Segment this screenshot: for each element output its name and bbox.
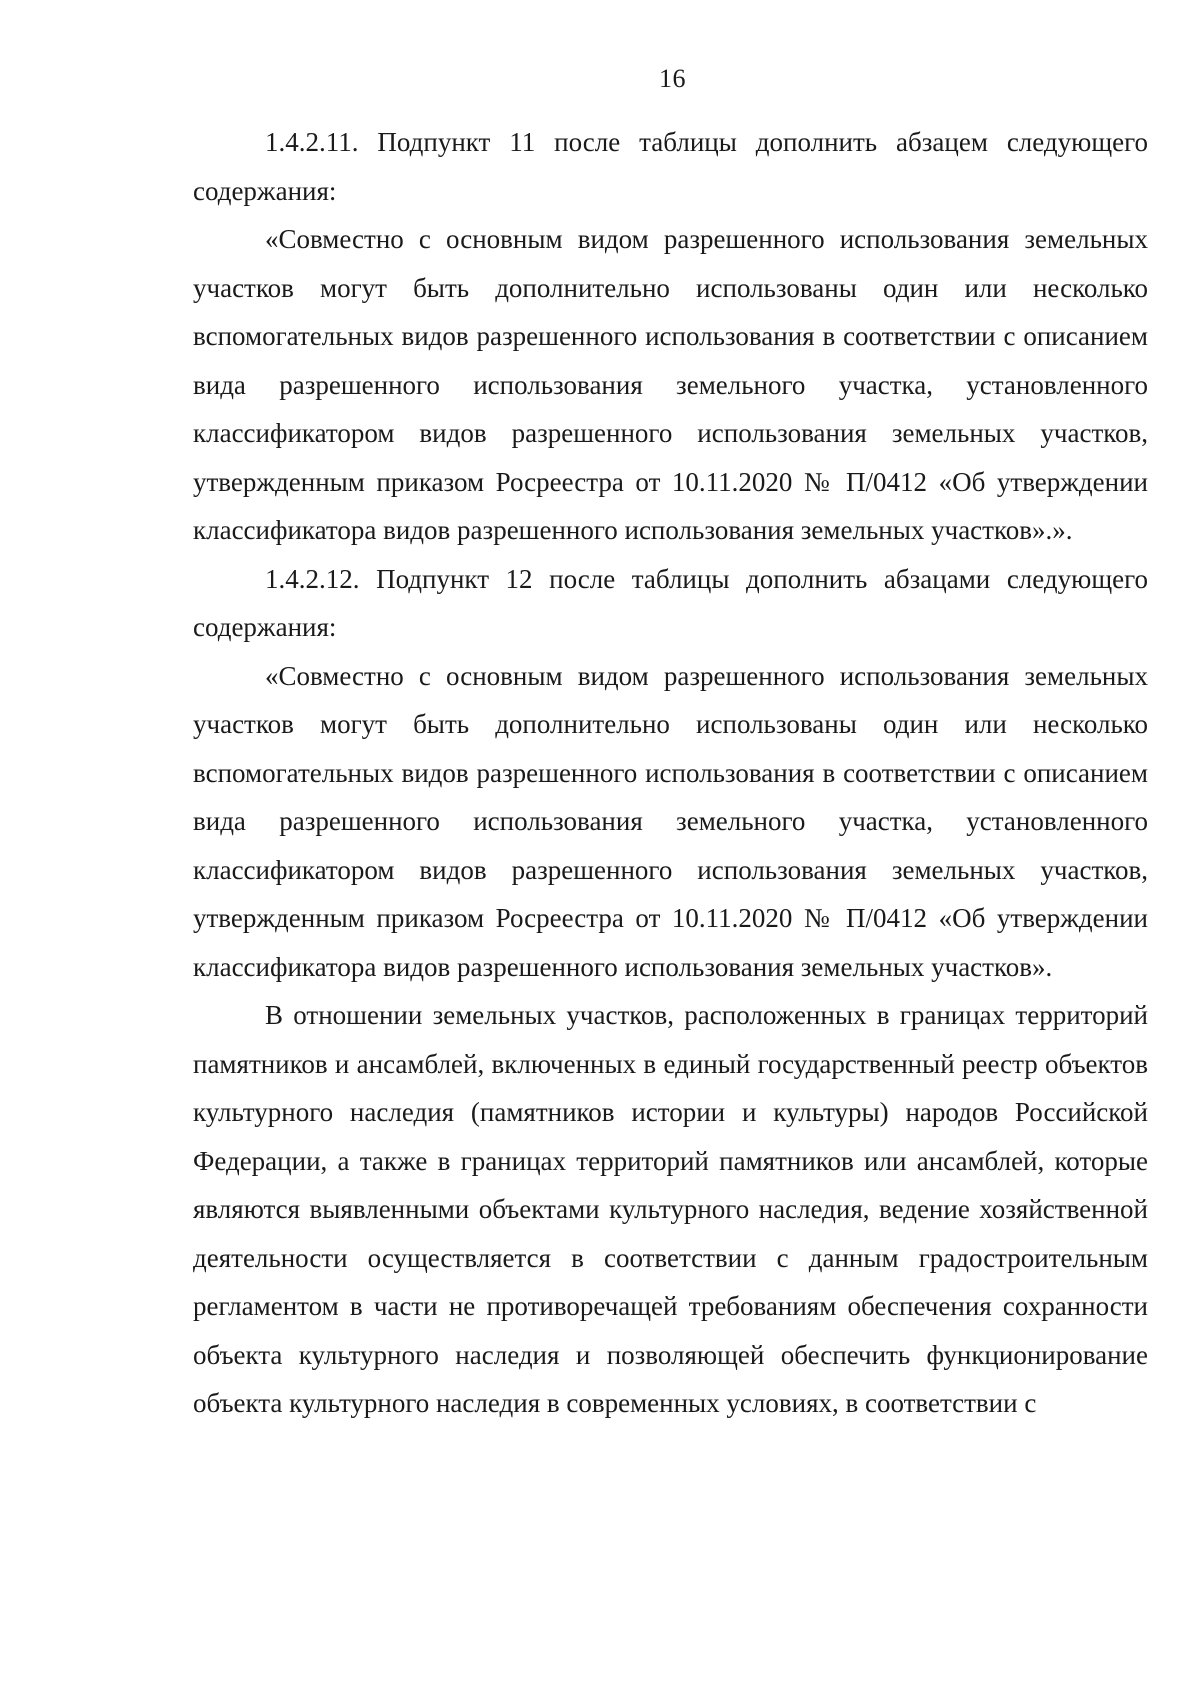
paragraph-quote-1: «Совместно с основным видом разрешенного использования земельных участков могут быть дополнительно использованы один или несколько вспомогательных видов разрешенного использования в соответствии с описанием вида разрешенного использования земельного участка, установленного классификатором видов разрешенного использования земельных участков, утвержденным приказом Росреестра от 10.11.2020 № П/0412 «Об утверждении классификатора видов разрешенного использования земельных участков».». [193, 224, 1148, 545]
document-body [193, 118, 1148, 1428]
page-number: 16 [659, 64, 686, 93]
paragraph-cultural-heritage: В отношении земельных участков, расположенных в границах территорий памятников и ансамблей, включенных в единый государственный реестр объектов культурного наследия (памятников истории и культуры) народов Российской Федерации, а также в границах территорий памятников или ансамблей, которые являются выявленными объектами культурного наследия, ведение хозяйственной деятельности осуществляется в соответствии с данным градостроительным регламентом в части не противоречащей требованиям обеспечения сохранности объекта культурного наследия и позволяющей обеспечить функционирование объекта культурного наследия в современных условиях, в соответствии с [193, 1000, 1148, 1418]
paragraph-quote-2: «Совместно с основным видом разрешенного использования земельных участков могут быть дополнительно использованы один или несколько вспомогательных видов разрешенного использования в соответствии с описанием вида разрешенного использования земельного участка, установленного классификатором видов разрешенного использования земельных участков, утвержденным приказом Росреестра от 10.11.2020 № П/0412 «Об утверждении классификатора видов разрешенного использования земельных участков». [193, 660, 1148, 982]
paragraph-1-4-2-12: 1.4.2.12. Подпункт 12 после таблицы дополнить абзацами следующего содержания: [193, 563, 1148, 642]
paragraph-1-4-2-11: 1.4.2.11. Подпункт 11 после таблицы дополнить абзацем следующего содержания: [193, 127, 1148, 206]
